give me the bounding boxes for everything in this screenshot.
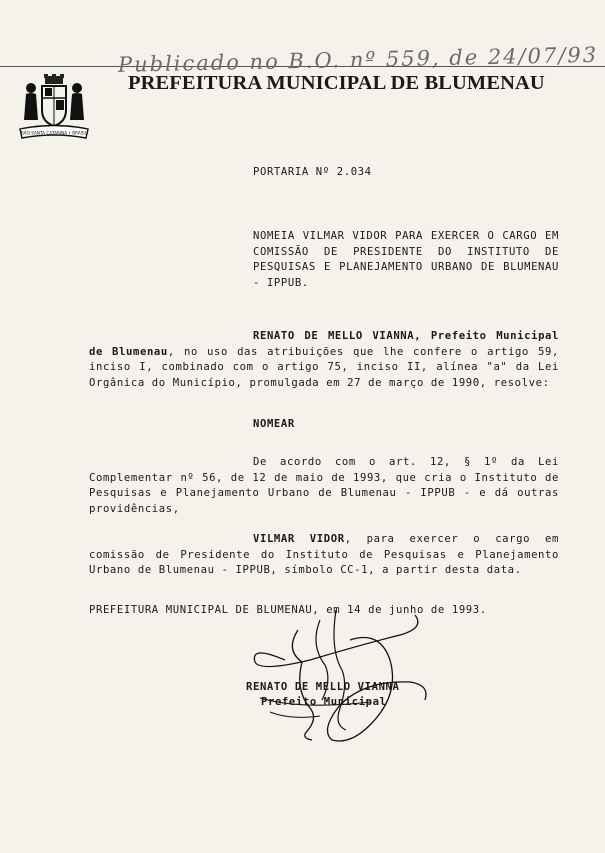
municipal-coat-of-arms: [18, 74, 90, 144]
appointment-paragraph: [89, 532, 559, 579]
signatory-name: RENATO DE MELLO VIANNA: [246, 681, 400, 693]
svg-text:SÃO SANTA CATARINA • BRASIL: SÃO SANTA CATARINA • BRASIL: [21, 130, 87, 136]
mayor-role: Prefeito Municipal de Blumenau: [89, 330, 559, 358]
considerando-paragraph: [89, 455, 559, 517]
action-heading: NOMEAR: [253, 418, 295, 430]
portaria-number: PORTARIA Nº 2.034: [253, 166, 372, 178]
appointee-name: VILMAR VIDOR: [253, 533, 345, 545]
handwritten-signature: [240, 590, 440, 755]
considerando-text: De acordo com o art. 12, § 1º da Lei Complementar nº 56, de 12 de maio de 1993, que cria o Instituto de Pesquisas e Planejamento Urbano de Blumenau - IPPUB - e dá outras providências,: [89, 456, 559, 515]
signatory-role: Prefeito Municipal: [261, 696, 387, 708]
appointment-text: , para exercer o cargo em comissão de Presidente do Instituto de Pesquisas e Planejamento Urbano de Blumenau - IPPUB, símbolo CC-1, a partir desta data.: [89, 533, 559, 577]
intro-text: , no uso das atribuições que lhe confere o artigo 59, inciso I, combinado com o artigo 75, inciso II, alínea "a" da Lei Orgânica do Município, promulgada em 27 de março de 1990, resolve:: [89, 345, 559, 389]
place-and-date: PREFEITURA MUNICIPAL DE BLUMENAU, em 14 de junho de 1993.: [89, 604, 487, 616]
handwritten-publication-note: Publicado no B.O. nº 559, de 24/07/93: [117, 42, 599, 77]
intro-paragraph: [89, 329, 559, 391]
mayor-name: RENATO DE MELLO VIANNA,: [253, 330, 422, 342]
ementa-paragraph: NOMEIA VILMAR VIDOR PARA EXERCER O CARGO EM COMISSÃO DE PRESIDENTE DO INSTITUTO DE PESQUISAS E PLANEJAMENTO URBANO DE BLUMENAU - IPPUB.: [253, 230, 559, 289]
institution-title: PREFEITURA MUNICIPAL DE BLUMENAU: [128, 72, 545, 94]
